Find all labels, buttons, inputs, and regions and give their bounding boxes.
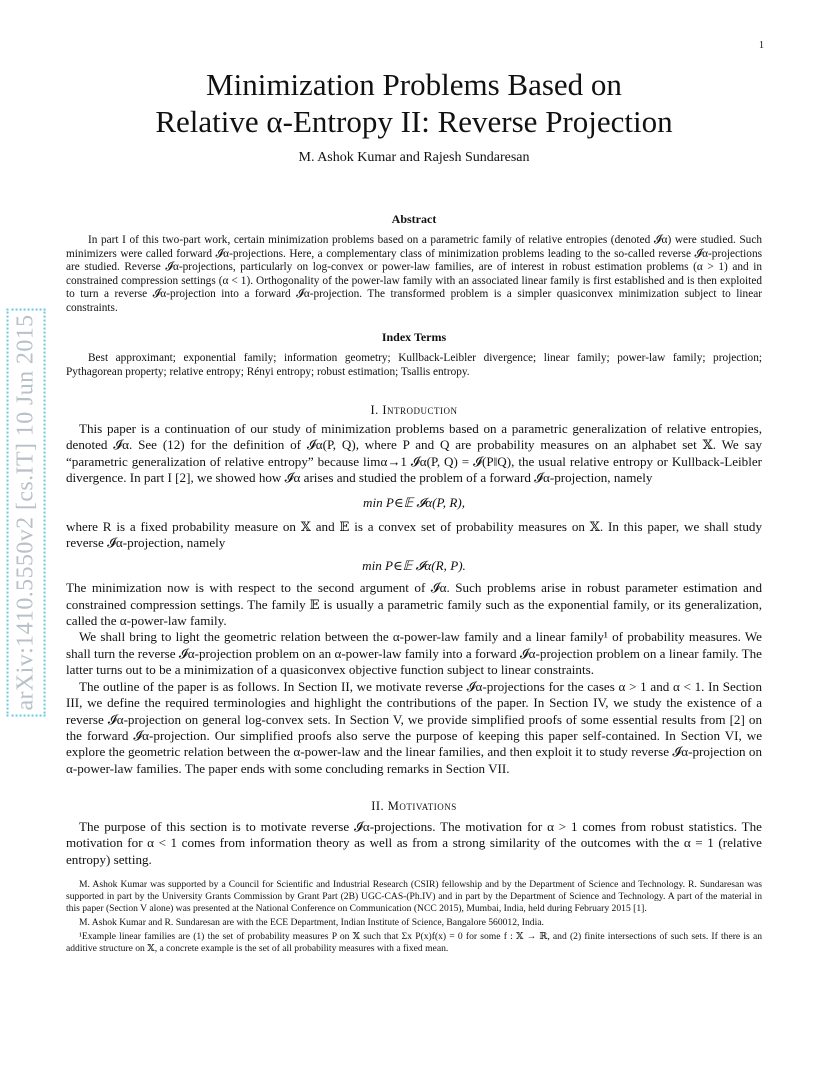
footnote-linear-families: ¹Example linear families are (1) the set of probability measures P on 𝕏 such that Σx P(x)f(x) = 0 for some f : 𝕏 → ℝ, and (2) finite intersections of such sets. If there is an additive structure on 𝕏, a concrete example is the set of all probability measures with a fixed mean. — [66, 931, 762, 955]
equation-reverse-projection: min P∈𝔼 𝓘α(R, P). — [362, 557, 466, 573]
paper-title — [0, 66, 828, 140]
intro-paragraph-2: We shall bring to light the geometric relation between the α-power-law family and a linear family¹ of probability measures. We shall turn the reverse 𝓘α-projection problem on an α-power-law family into a forward 𝓘α-projection problem on a linear family. The latter turns out to be a minimization of a quasiconvex objective function subject to linear constraints. — [66, 629, 762, 678]
index-terms-heading: Index Terms — [381, 330, 447, 344]
intro-paragraph-1b: where R is a fixed probability measure on 𝕏 and 𝔼 is a convex set of probability measures on 𝕏. In this paper, we shall study reverse 𝓘α-projection, namely — [66, 519, 762, 551]
arxiv-side-stamp — [0, 282, 52, 742]
footnotes — [66, 879, 762, 958]
section-2-body — [66, 819, 762, 868]
footnote-affiliation: M. Ashok Kumar and R. Sundaresan are with the ECE Department, Indian Institute of Science, Bangalore 560012, India. — [79, 917, 544, 929]
abstract-text: In part I of this two-part work, certain minimization problems based on a parametric family of relative entropies (denoted 𝓘α) were studied. Such minimizers were called forward 𝓘α-projections. Here, a complementary class of minimization problems leading to the so-called reverse 𝓘α-projections are studied. Reverse 𝓘α-projections, particularly on log-convex or power-law families, are of interest in robust estimation problems (α > 1) and in constrained compression settings (α < 1). Orthogonality of the power-law family with an associated linear family is first established and is then exploited to turn a reverse 𝓘α-projection into a forward 𝓘α-projection. The transformed problem is a simpler quasiconvex minimization subject to linear constraints. — [66, 234, 762, 314]
index-terms-text: Best approximant; exponential family; information geometry; Kullback-Leibler divergence; linear family; power-law family; projection; Pythagorean property; relative entropy; Rényi entropy; robust estimation; Tsallis entropy. — [66, 352, 762, 378]
title-line-1: Minimization Problems Based on — [206, 67, 622, 102]
section-2-title: II. Motivations — [371, 799, 457, 813]
motivation-paragraph-1: The purpose of this section is to motivate reverse 𝓘α-projections. The motivation for α > 1 comes from robust statistics. The motivation for α < 1 comes from information theory as well as from a strong similarity of the outcomes with the α = 1 (relative entropy) setting. — [66, 819, 762, 867]
title-line-2: Relative α-Entropy II: Reverse Projection — [155, 104, 673, 139]
section-1-body — [66, 421, 762, 777]
authors: M. Ashok Kumar and Rajesh Sundaresan — [298, 150, 530, 165]
intro-paragraph-1: This paper is a continuation of our study of minimization problems based on a parametric generalization of relative entropies, denoted 𝓘α. See (12) for the definition of 𝓘α(P, Q), where P and Q are probability measures on an alphabet set 𝕏. We say “parametric generalization of relative entropy” because limα→1 𝓘α(P, Q) = 𝓘(P‖Q), the usual relative entropy or Kullback-Leibler divergence. In part I [2], we showed how 𝓘α arises and studied the problem of a forward 𝓘α-projection, namely — [66, 421, 762, 486]
section-1-title: I. Introduction — [370, 403, 458, 417]
intro-paragraph-1c: The minimization now is with respect to the second argument of 𝓘α. Such problems arise in robust parameter estimation and constrained compression settings. The family 𝔼 is usually a parametric family such as the exponential family, or its generalization, called the α-power-law family. — [66, 580, 762, 629]
page-number: 1 — [759, 40, 764, 51]
equation-forward-projection: min P∈𝔼 𝓘α(P, R), — [362, 494, 465, 510]
abstract-heading: Abstract — [391, 212, 437, 226]
intro-paragraph-3: The outline of the paper is as follows. In Section II, we motivate reverse 𝓘α-projections for the cases α > 1 and α < 1. In Section III, we define the required terminologies and highlight the contributions of the paper. In Section IV, we study the existence of a reverse 𝓘α-projection on general log-convex sets. In Section V, we provide simplified proofs of some essential results from [2] on the forward 𝓘α-projection. Our simplified proofs also serve the purpose of keeping this paper self-contained. In Section VI, we explore the geometric relation between the α-power-law and the linear families, and then exploit it to study reverse 𝓘α-projection on α-power-law families. The paper ends with some concluding remarks in Section VII. — [66, 678, 762, 776]
footnote-funding: M. Ashok Kumar was supported by a Council for Scientific and Industrial Research (CSIR) fellowship and by the Department of Science and Technology. R. Sundaresan was supported in part by the University Grants Commission by Grant Part (2B) UGC-CAS-(Ph.IV) and in part by the Department of Science and Technology. A part of the material in this paper (Section V alone) was presented at the National Conference on Communication (NCC 2015), Mumbai, India, held during February 2015 [1]. — [66, 879, 762, 915]
arxiv-identifier: arXiv:1410.5550v2 [cs.IT] 10 Jun 2015 — [12, 313, 39, 711]
